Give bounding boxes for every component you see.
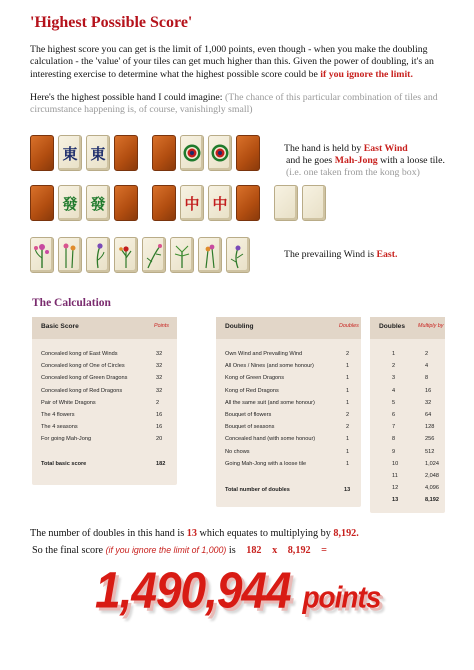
doubling-row-label: Concealed hand (with some honour) <box>225 436 316 443</box>
east-wind-tile: 東 <box>86 135 110 171</box>
multiply-row-factor: 2 <box>425 351 429 357</box>
multiply-row-doubles: 4 <box>392 387 396 394</box>
white-dragon-tile <box>274 185 298 221</box>
hand-intro-paragraph <box>30 92 442 117</box>
doubling-total-value: 13 <box>344 487 351 493</box>
hand-note-line-2: and he goes Mah-Jong with a loose tile. <box>286 155 445 166</box>
circle-tile-icon <box>208 135 232 171</box>
prevailing-wind-highlight: East. <box>376 249 398 260</box>
basic-score-row-value: 32 <box>156 375 163 382</box>
final-score-display <box>95 560 380 619</box>
multiply-by-header: Multiply by <box>418 323 444 329</box>
summary-doubles: 13 <box>186 528 197 539</box>
summary-limit-note: (if you ignore the limit of 1,000) <box>105 545 227 555</box>
final-score-number: 1,490,944 <box>95 561 291 619</box>
multiply-row-factor: 8,192 <box>425 497 439 504</box>
multiply-row-doubles: 1 <box>392 351 396 357</box>
doubling-row-value: 1 <box>346 375 350 382</box>
tile-back <box>152 135 176 171</box>
calculation-heading: The Calculation <box>32 297 111 309</box>
tile-row-3 <box>30 237 270 277</box>
white-dragon-tile <box>302 185 326 221</box>
basic-total-label: Total basic score <box>41 461 87 467</box>
multiply-row-factor: 1,024 <box>425 460 439 467</box>
doubling-row-label: All the same suit (and some honour) <box>225 399 315 406</box>
multiply-row-doubles: 5 <box>392 399 396 406</box>
doubling-row-value: 2 <box>346 351 350 357</box>
tile-back <box>236 185 260 221</box>
doubling-table <box>216 317 361 507</box>
doubling-row-value: 2 <box>346 424 350 431</box>
summary-line-2: So the final score (if you ignore the limit of 1,000) is 182 x 8,192 = <box>32 545 327 556</box>
hand-intro-text: Here's the highest possible hand I could imagine: <box>30 92 225 103</box>
flower-tile-icon <box>86 237 110 273</box>
tile-row-2 <box>30 185 340 225</box>
multiply-row-factor: 4 <box>425 363 429 370</box>
green-dragon-tile: 發 <box>86 185 110 221</box>
multiply-row-doubles: 7 <box>392 424 396 431</box>
doubling-row-label: All Ones / Nines (and some honour) <box>225 363 314 370</box>
circle-tile-icon <box>180 135 204 171</box>
doubling-row-label: No chows <box>225 448 250 455</box>
doubling-row-value: 1 <box>346 387 350 394</box>
basic-total-value: 182 <box>156 461 166 467</box>
basic-score-row-value: 20 <box>156 436 163 443</box>
red-dragon-tile: 中 <box>208 185 232 221</box>
points-header-label: Points <box>154 323 169 329</box>
page-title: 'Highest Possible Score' <box>30 14 193 31</box>
season-tile-icon <box>226 237 250 273</box>
basic-score-row-label: Concealed kong of Green Dragons <box>41 375 128 382</box>
doubling-row-value: 1 <box>346 399 350 406</box>
mahjong-highlight: Mah-Jong <box>334 155 378 166</box>
flower-tile-icon <box>114 237 138 273</box>
doubling-header-label: Doubling <box>225 323 254 330</box>
multiply-row-doubles: 2 <box>392 363 396 370</box>
basic-score-row-label: The 4 seasons <box>41 424 78 431</box>
basic-score-row-label: Pair of White Dragons <box>41 399 96 406</box>
multiply-row-factor: 2,048 <box>425 473 439 479</box>
hand-note-line-3: (i.e. one taken from the kong box) <box>286 167 420 178</box>
multiply-row-factor: 64 <box>425 412 432 418</box>
multiply-row-doubles: 11 <box>392 473 398 479</box>
doubling-row-value: 1 <box>346 436 350 443</box>
intro-highlight: if you ignore the limit. <box>320 68 413 80</box>
basic-score-row-value: 2 <box>156 399 160 406</box>
doubling-row-value: 1 <box>346 460 350 467</box>
basic-score-header-label: Basic Score <box>41 323 79 330</box>
flower-tile-icon <box>30 237 54 273</box>
red-dragon-tile: 中 <box>180 185 204 221</box>
basic-score-row-label: The 4 flowers <box>41 412 75 418</box>
multiply-row-doubles: 8 <box>392 436 396 443</box>
season-tile-icon <box>170 237 194 273</box>
east-wind-tile: 東 <box>58 135 82 171</box>
basic-score-row-value: 16 <box>156 424 163 431</box>
multiply-row-factor: 4,096 <box>425 485 439 492</box>
multiply-row-doubles: 9 <box>392 448 396 455</box>
doubling-row-label: Going Mah-Jong with a loose tile <box>225 460 307 467</box>
tile-back <box>152 185 176 221</box>
multiply-row-doubles: 3 <box>392 375 396 382</box>
tile-back <box>114 135 138 171</box>
multiply-row-doubles: 12 <box>392 485 399 492</box>
summary-factor: 8,192 <box>287 545 311 556</box>
tile-back <box>30 185 54 221</box>
basic-score-row-label: Concealed kong of Red Dragons <box>41 387 123 394</box>
basic-score-row-value: 32 <box>156 387 163 394</box>
doubling-row-label: Bouquet of flowers <box>225 412 272 418</box>
east-wind-highlight: East Wind <box>363 143 408 154</box>
basic-score-row-label: Concealed kong of East Winds <box>41 351 118 357</box>
summary-multiplier: 8,192. <box>333 528 359 539</box>
doubling-row-value: 1 <box>346 363 350 370</box>
flower-tile-icon <box>58 237 82 273</box>
hand-note-line-1: The hand is held by East Wind <box>284 143 408 154</box>
summary-line-1: The number of doubles in this hand is 13 which equates to multiplying by 8,192. <box>30 528 359 539</box>
doubling-row-value: 1 <box>346 448 350 455</box>
multiply-row-factor: 512 <box>425 448 435 455</box>
tile-back <box>114 185 138 221</box>
final-score-unit: points <box>302 579 381 614</box>
season-tile-icon <box>198 237 222 273</box>
multiply-row-factor: 256 <box>425 436 435 443</box>
multiply-row-factor: 32 <box>425 399 432 406</box>
multiply-row-factor: 16 <box>425 387 432 394</box>
basic-score-row-value: 16 <box>156 412 163 418</box>
tile-back <box>30 135 54 171</box>
multiply-doubles-header: Doubles <box>379 323 406 330</box>
doubling-total-label: Total number of doubles <box>225 487 290 493</box>
basic-score-row-label: Concealed kong of One of Circles <box>41 363 125 370</box>
season-tile-icon <box>142 237 166 273</box>
multiply-row-factor: 128 <box>425 424 435 431</box>
doubling-row-label: Kong of Green Dragons <box>225 375 285 382</box>
intro-paragraph <box>30 44 442 81</box>
doubles-header-label: Doubles <box>339 323 359 329</box>
multiply-row-doubles: 10 <box>392 460 399 467</box>
summary-base: 182 <box>246 545 262 556</box>
green-dragon-tile: 發 <box>58 185 82 221</box>
multiply-table <box>370 317 445 513</box>
intro-text: The highest score you can get is the limit of 1,000 points, even though - when you make the doubling calculation - the 'value' of your tiles can get much higher than this. Given the power of doubling, it's an interesting exercise to determine what the highest possible score could be <box>30 44 434 80</box>
multiply-row-doubles: 6 <box>392 412 396 418</box>
doubling-row-label: Own Wind and Prevailing Wind <box>225 351 303 357</box>
doubling-row-value: 2 <box>346 412 350 418</box>
prevailing-wind-note: The prevailing Wind is East. <box>284 249 398 260</box>
doubling-row-label: Bouquet of seasons <box>225 424 275 431</box>
tile-back <box>236 135 260 171</box>
basic-score-row-label: For going Mah-Jong <box>41 436 92 443</box>
hand-intro-note: (The chance of this particular combination of tiles and circumstance happening is, of course, vanishingly small) <box>30 92 438 116</box>
multiply-row-doubles: 13 <box>392 497 399 504</box>
basic-score-table <box>32 317 177 485</box>
doubling-row-label: Kong of Red Dragons <box>225 387 279 394</box>
multiply-row-factor: 8 <box>425 375 429 382</box>
basic-score-row-value: 32 <box>156 363 163 370</box>
tile-row-1 <box>30 135 270 175</box>
basic-score-row-value: 32 <box>156 351 163 357</box>
